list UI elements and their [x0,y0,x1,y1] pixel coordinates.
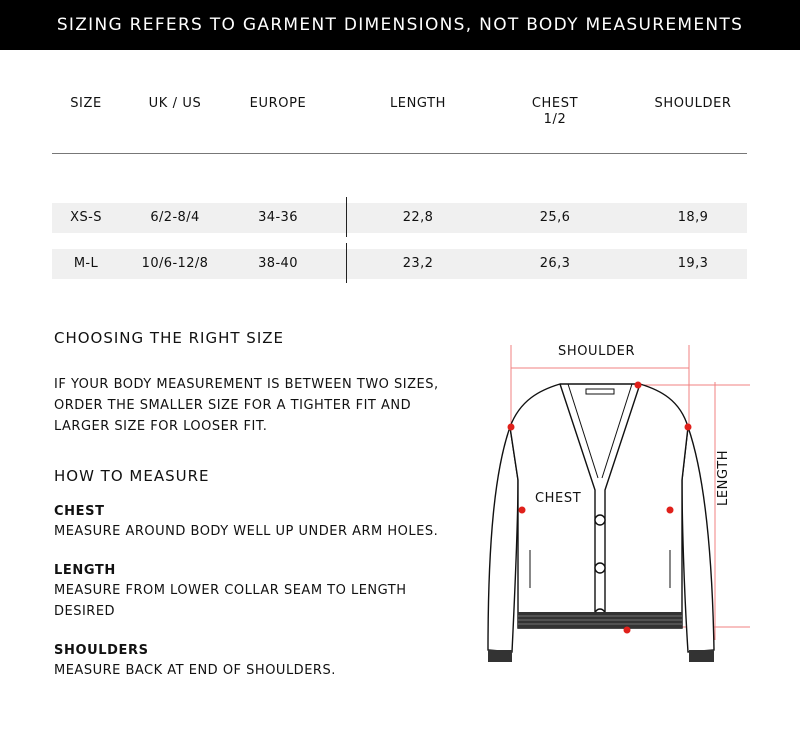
ribbed-trim [488,612,714,662]
cell-uk-us: 10/6-12/8 [141,256,209,271]
cell-shoulder: 18,9 [677,210,709,225]
chest-label: CHEST [54,504,105,519]
header-chest-sub: 1/2 [543,112,567,127]
length-label: LENGTH [54,563,116,578]
cardigan-body [488,384,714,652]
banner-text: SIZING REFERS TO GARMENT DIMENSIONS, NOT BODY MEASUREMENTS [56,15,744,35]
cardigan-illustration [470,330,800,680]
top-banner [0,0,800,50]
shoulders-text: MEASURE BACK AT END OF SHOULDERS. [54,663,336,678]
column-divider [346,197,347,237]
cell-europe: 34-36 [258,210,298,225]
shoulders-label: SHOULDERS [54,643,149,658]
cell-size: XS-S [70,210,102,225]
chest-text: MEASURE AROUND BODY WELL UP UNDER ARM HOLES. [54,524,439,539]
cell-chest: 25,6 [539,210,571,225]
table-row [52,249,747,279]
column-divider [346,243,347,283]
choosing-title: CHOOSING THE RIGHT SIZE [54,329,284,347]
shoulder-diagram-label: SHOULDER [558,344,636,359]
cell-europe: 38-40 [258,256,298,271]
table-row [52,203,747,233]
how-to-title: HOW TO MEASURE [54,467,210,485]
chest-diagram-label: CHEST [535,491,582,506]
header-length: LENGTH [389,96,447,111]
cell-length: 22,8 [402,210,434,225]
measurement-diagram [470,330,800,680]
cell-uk-us: 6/2-8/4 [150,210,200,225]
cell-chest: 26,3 [539,256,571,271]
length-text: MEASURE FROM LOWER COLLAR SEAM TO LENGTH DESIRED [54,583,407,619]
header-uk-us: UK / US [148,96,202,111]
cell-shoulder: 19,3 [677,256,709,271]
header-size: SIZE [70,96,102,111]
header-chest: CHEST 1/2 [531,96,579,127]
cell-size: M-L [73,256,99,271]
choosing-text: IF YOUR BODY MEASUREMENT IS BETWEEN TWO SIZES, ORDER THE SMALLER SIZE FOR A TIGHTER FIT AND LARGER SIZE FOR LOOSER FIT. [54,377,439,434]
header-divider [52,153,747,154]
length-diagram-label: LENGTH [716,449,731,506]
cell-length: 23,2 [402,256,434,271]
header-shoulder: SHOULDER [654,96,732,111]
header-europe: EUROPE [249,96,307,111]
